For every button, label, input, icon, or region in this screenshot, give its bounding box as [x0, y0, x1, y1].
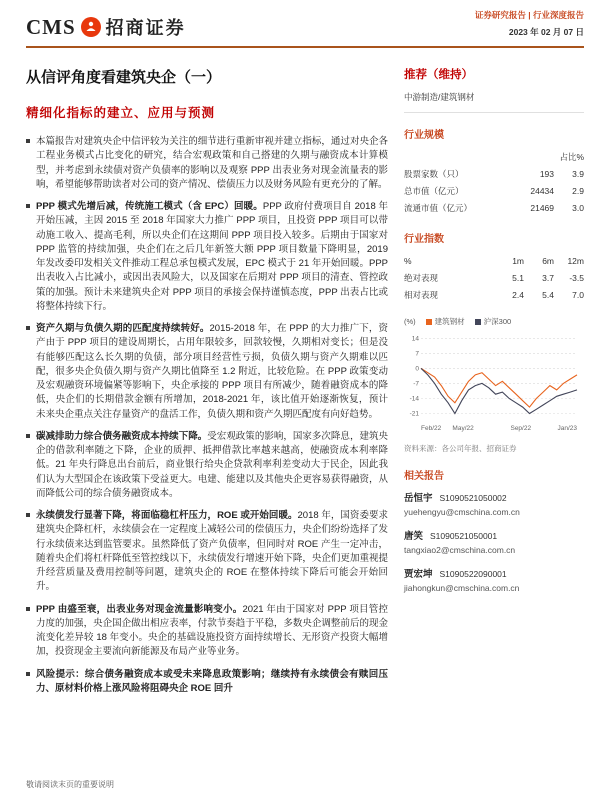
industry-classification: 中游制造/建筑钢材: [404, 91, 584, 113]
legend-swatch-hs300: [475, 319, 481, 325]
bullet-paragraph: 碳减排助力综合债务融资成本持续下降。受宏观政策的影响，国家多次降息，建筑央企的借款利率随之下降，企业的质押、抵押借款比率越来越高，使融资成本利率降低。21 年央行降息出台前后，商业银行给央企贷款利率利差变动大于民企，因此我们认为大型国企在该政策下受益更大。电建、能建以及其他央企更容易获得融资，从而降低公司的综合债务融资成本。: [26, 430, 388, 501]
svg-text:-7: -7: [413, 380, 419, 388]
svg-text:14: 14: [411, 335, 419, 343]
analyst-name: 唐笑: [404, 531, 424, 542]
risk-warning: 风险提示：综合债务融资成本或受未来降息政策影响；继续持有永续债会有赎回压力、原材料价格上涨风险将阻碍央企 ROE 回升: [26, 668, 388, 697]
chart-unit-label: (%): [404, 317, 416, 326]
table-row: 股票家数（只） 193 3.9: [404, 169, 584, 179]
bullet-paragraph: 本篇报告对建筑央企中信评较为关注的细节进行重新审视并建立指标，通过对央企各工程业务模式占比变化的研究，结合宏观政策和自己搭建的久期与融资成本计算模型，并考虑到永续债对资产负债率的影响以及观察 PPP 出表业务对现金流量表的影响，希望能够帮助读者对公司的资产情况、偿债压力以及财务风险有更充分的了解。: [26, 135, 388, 192]
bullet-paragraph: 永续债发行显著下降，将面临稳杠杆压力，ROE 或开始回暖。2018 年，国资委要求建筑央企降杠杆，永续债会在一定程度上减轻公司的偿债压力，央企们纷纷选择了发行永续债来达到监管要求。虽然降低了资产负债率，但同时对 ROE 产生一定冲击，随着央企们将杠杆降低至管控线以下，永续债发行增速开始下降，央企们更加重视提升经营质量及费用控制等问题，建筑央企的 ROE 在整体持续下降后可能会开始回升。: [26, 509, 388, 595]
bullet-paragraph: PPP 模式先增后减，传统施工模式（含 EPC）回暖。PPP 政府付费项目自 2018 年开始压减，主因 2015 至 2018 年国家大力推广 PPP 项目，且投资 PPP 项目可以带动施工收入、提高毛利，所以央企们在这期间 PPP 项目投入较多。后期由于国家对 PPP 监管的持续加强，央企们在之后几年新签大额 PPP 项目数量下降明显，2019 年发改委印发相关文件推动工程总承包模式发展，EPC 模式于 21 年开始回暖。PPP 出表收入占比减小，或因出表风险大，以及国家在后期对 PPP 项目的清查、管控政策的加强。预计未来建筑央企对 PPP 项目的承接会保持谨慎态度，PPP 出表占比或将整体持续下行。: [26, 200, 388, 314]
svg-text:Sep/22: Sep/22: [510, 425, 532, 432]
table-header-row: [404, 149, 584, 166]
chart-legend: 建筑钢材 沪深300: [426, 316, 512, 327]
table-header-row: % 1m 6m 12m: [404, 256, 584, 266]
table-row: 总市值（亿元） 24434 2.9: [404, 186, 584, 196]
analyst-entry: [404, 528, 584, 555]
main-column: [26, 66, 388, 704]
bullet-square-icon: [26, 139, 30, 143]
table-row: 流通市值（亿元） 21469 3.0: [404, 203, 584, 213]
cms-logo-icon: [81, 17, 101, 37]
brand-name-cn: 招商证券: [105, 18, 186, 38]
industry-chart: [404, 316, 584, 454]
legend-swatch-industry: [426, 319, 432, 325]
section-title-related-reports: 相关报告: [404, 471, 444, 482]
line-chart: [404, 329, 580, 433]
bullet-square-icon: [26, 326, 30, 330]
analyst-entry: [404, 490, 584, 517]
svg-text:0: 0: [415, 365, 419, 373]
chart-source: 资料来源：各公司年报、招商证券: [404, 444, 517, 453]
bullet-paragraph: PPP 由盛至衰，出表业务对现金流量影响变小。2021 年由于国家对 PPP 项目管控力度的加强，央企国企做出相应表率，付款节奏趋于平稳，多数央企调整前后的现金流变化差异较 18 年变小。央企的基础设施投资方面持续增长、无形资产投资大幅增加，投资现金主要流向新能源及布局产业等业务。: [26, 603, 388, 660]
report-type: 证券研究报告 | 行业深度报告: [474, 10, 584, 20]
cms-logo-text: CMS: [26, 14, 76, 39]
report-subtitle: 精细化指标的建立、应用与预测: [26, 106, 216, 120]
svg-text:Jan/23: Jan/23: [557, 425, 577, 432]
bullet-square-icon: [26, 513, 30, 517]
analyst-license-code: S1090521050002: [439, 493, 507, 503]
page-footer-disclaimer: 敬请阅读末页的重要说明: [26, 780, 114, 789]
table-row: 绝对表现 5.1 3.7 -3.5: [404, 273, 584, 283]
svg-text:May/22: May/22: [452, 425, 474, 432]
rating-badge: 推荐（维持）: [404, 69, 473, 81]
analyst-email[interactable]: tangxiao2@cmschina.com.cn: [404, 545, 516, 555]
analyst-name: 岳恒宇: [404, 493, 433, 504]
bullet-square-icon: [26, 204, 30, 208]
cms-logo: [26, 14, 186, 40]
report-meta: [475, 9, 584, 40]
bullet-square-icon: [26, 434, 30, 438]
analyst-license-code: S1090521050001: [430, 531, 498, 541]
analyst-email[interactable]: yuehengyu@cmschina.com.cn: [404, 507, 520, 517]
report-title: 从信评角度看建筑央企（一）: [26, 69, 222, 86]
svg-text:-21: -21: [409, 410, 419, 418]
bullet-square-icon: [26, 607, 30, 611]
svg-text:-14: -14: [409, 395, 419, 403]
bullet-square-icon: [26, 672, 30, 676]
analyst-license-code: S1090522090001: [439, 569, 507, 579]
bullet-paragraph: 资产久期与负债久期的匹配度持续转好。2015-2018 年，在 PPP 的大力推广下，资产由于 PPP 项目的建设周期长，占用年限较多，回款较慢，久期相对变长；但是没有能够匹配这么长久期的负债，部分项目经营性亏损，负债久期与资产久期难以匹配，很多央企负债久期与资产久期比值降至 1.2 附近，比较危险。在 PPP 政策变动及宏观融资环境偏紧等影响下，央企承接的 PPP 项目有所减少，随着融资成本的降低，央企们的长期借款金额有所增加，2018-2021 年，该比值开始逐渐恢复，预计未来央企重点关注存量资产的盘活工作，负债久期和资产久期匹配度有向好趋势。: [26, 322, 388, 422]
section-title-industry-index: 行业指数: [404, 234, 444, 245]
table-row: 相对表现 2.4 5.4 7.0: [404, 290, 584, 300]
section-title-industry-scale: 行业规模: [404, 130, 444, 141]
page-header: [0, 0, 600, 46]
analyst-name: 贾宏坤: [404, 569, 433, 580]
analyst-entry: [404, 566, 584, 593]
report-date: 2023 年 02 月 07 日: [508, 27, 584, 37]
analyst-email[interactable]: jiahongkun@cmschina.com.cn: [404, 583, 520, 593]
sidebar: [404, 66, 584, 704]
svg-text:7: 7: [415, 350, 419, 358]
svg-text:Feb/22: Feb/22: [421, 425, 442, 432]
column-header: 占比%: [559, 152, 584, 162]
